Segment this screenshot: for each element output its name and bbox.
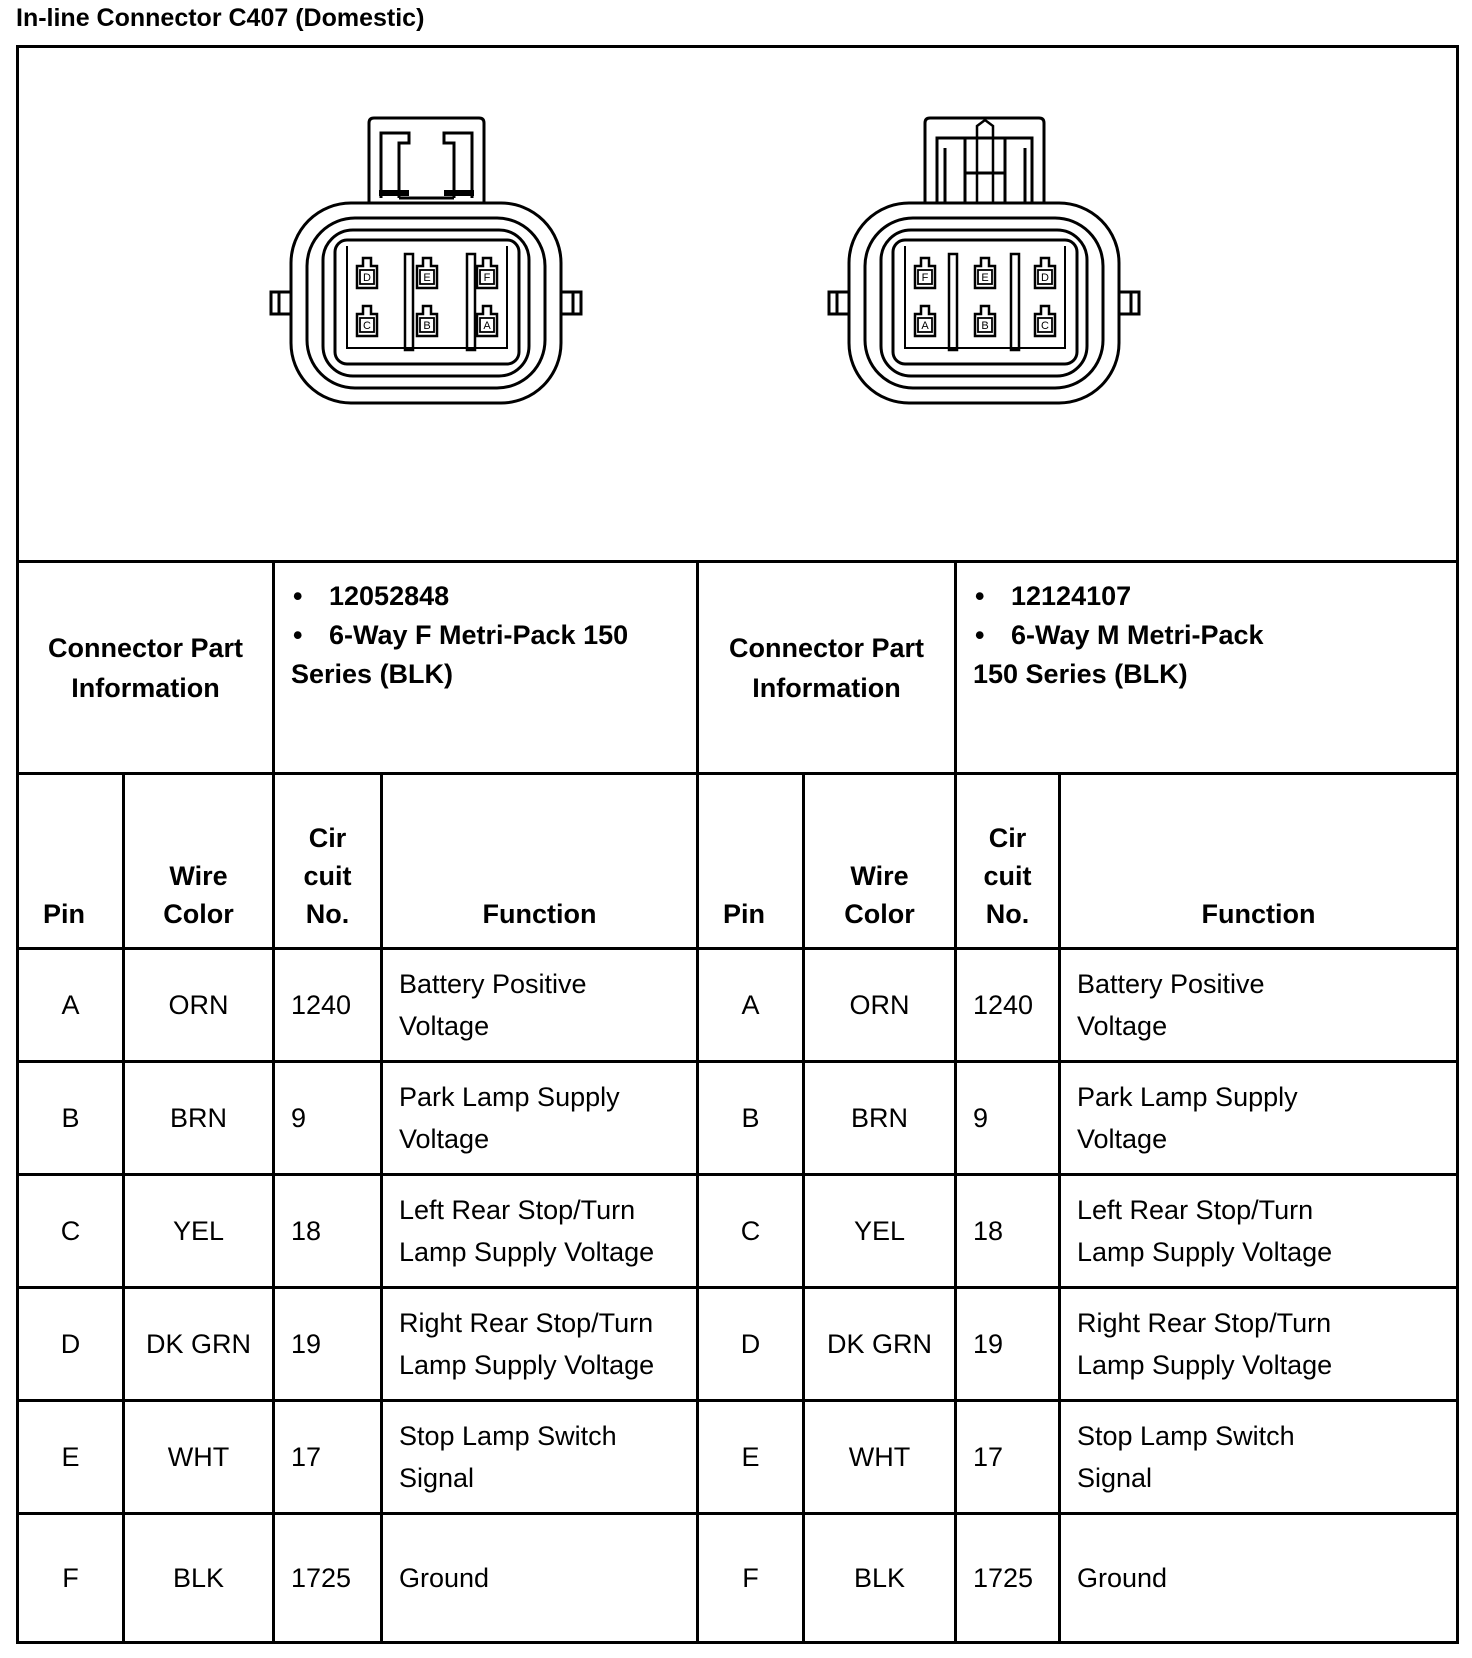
circuit-number-cell: 17 bbox=[275, 1402, 383, 1515]
pin-label: C bbox=[363, 320, 371, 332]
pin-cell: F bbox=[19, 1515, 125, 1641]
pin-cell: E bbox=[19, 1402, 125, 1515]
circuit-number-cell: 9 bbox=[275, 1063, 383, 1176]
circuit-number-cell: 1240 bbox=[275, 950, 383, 1063]
function-cell: Right Rear Stop/Turn Lamp Supply Voltage bbox=[1061, 1289, 1456, 1402]
wire-color-cell: DK GRN bbox=[125, 1289, 275, 1402]
wire-color-cell: BRN bbox=[805, 1063, 957, 1176]
function-cell: Ground bbox=[383, 1515, 699, 1641]
male-connector-drawing bbox=[817, 108, 1147, 408]
circuit-number-cell: 17 bbox=[957, 1402, 1061, 1515]
circuit-number-cell: 9 bbox=[957, 1063, 1061, 1176]
pin-label: A bbox=[483, 320, 491, 332]
pin-label: E bbox=[981, 272, 989, 284]
wire-color-cell: ORN bbox=[125, 950, 275, 1063]
pin-cell: A bbox=[19, 950, 125, 1063]
function-cell: Battery Positive Voltage bbox=[383, 950, 699, 1063]
wire-color-cell: BRN bbox=[125, 1063, 275, 1176]
part-description-cont: Series (BLK) bbox=[291, 659, 454, 689]
wire-color-cell: WHT bbox=[805, 1402, 957, 1515]
wire-color-cell: BLK bbox=[125, 1515, 275, 1641]
wire-color-cell: ORN bbox=[805, 950, 957, 1063]
wire-color-cell: YEL bbox=[805, 1176, 957, 1289]
part-info-left bbox=[275, 563, 699, 775]
pin-cell: C bbox=[699, 1176, 805, 1289]
pin-label: C bbox=[1041, 320, 1049, 332]
function-cell: Ground bbox=[1077, 1563, 1168, 1593]
header-function: Function bbox=[1061, 775, 1456, 950]
wire-color-cell: DK GRN bbox=[805, 1289, 957, 1402]
circuit-number-cell: 19 bbox=[275, 1289, 383, 1402]
pin-cell: B bbox=[19, 1063, 125, 1176]
circuit-number-cell: 18 bbox=[275, 1176, 383, 1289]
header-pin: Pin bbox=[699, 775, 805, 950]
pin-label: F bbox=[483, 272, 491, 284]
part-info-label-left: Connector Part Information bbox=[19, 563, 275, 775]
connector-table bbox=[16, 45, 1459, 1644]
part-number: • 12124107 bbox=[973, 577, 1456, 616]
circuit-number-cell: 19 bbox=[957, 1289, 1061, 1402]
pin-cell: D bbox=[699, 1289, 805, 1402]
header-function: Function bbox=[383, 775, 699, 950]
circuit-number-cell: 1725 bbox=[957, 1515, 1061, 1641]
header-circuit: Cir cuit No. bbox=[275, 775, 383, 950]
header-wire-color: Wire Color bbox=[125, 775, 275, 950]
pin-label: F bbox=[921, 272, 929, 284]
function-cell: Stop Lamp Switch Signal bbox=[383, 1402, 699, 1515]
wire-color-cell: WHT bbox=[125, 1402, 275, 1515]
circuit-number-cell: 1240 bbox=[957, 950, 1061, 1063]
function-cell: Left Rear Stop/Turn Lamp Supply Voltage bbox=[383, 1176, 699, 1289]
pin-cell: B bbox=[699, 1063, 805, 1176]
connector-diagrams bbox=[19, 48, 1456, 563]
pin-cell: C bbox=[19, 1176, 125, 1289]
circuit-number-cell: 1725 bbox=[275, 1515, 383, 1641]
header-circuit: Cir cuit No. bbox=[957, 775, 1061, 950]
part-description: • 6-Way M Metri-Pack bbox=[973, 616, 1456, 655]
part-description: • 6-Way F Metri-Pack 150 bbox=[291, 616, 696, 655]
function-cell: Left Rear Stop/Turn Lamp Supply Voltage bbox=[1061, 1176, 1456, 1289]
function-cell: Park Lamp Supply Voltage bbox=[383, 1063, 699, 1176]
header-wire-color: Wire Color bbox=[805, 775, 957, 950]
pin-label: E bbox=[423, 272, 431, 284]
function-cell: Battery Positive Voltage bbox=[1061, 950, 1456, 1063]
page-title: In-line Connector C407 (Domestic) bbox=[16, 4, 425, 32]
wire-color-cell: BLK bbox=[805, 1515, 957, 1641]
header-pin: Pin bbox=[19, 775, 125, 950]
function-cell: Stop Lamp Switch Signal bbox=[1061, 1402, 1456, 1515]
pin-cell: F bbox=[699, 1515, 805, 1641]
pin-label: B bbox=[981, 320, 989, 332]
circuit-number-cell: 18 bbox=[957, 1176, 1061, 1289]
pin-cell: D bbox=[19, 1289, 125, 1402]
pin-label: D bbox=[1041, 272, 1049, 284]
pin-cell: E bbox=[699, 1402, 805, 1515]
part-info-label-right: Connector Part Information bbox=[699, 563, 957, 775]
function-cell: Park Lamp Supply Voltage bbox=[1061, 1063, 1456, 1176]
pin-cell: A bbox=[699, 950, 805, 1063]
wire-color-cell: YEL bbox=[125, 1176, 275, 1289]
pin-label: A bbox=[921, 320, 929, 332]
part-description-cont: 150 Series (BLK) bbox=[973, 659, 1188, 689]
pin-label: D bbox=[363, 272, 371, 284]
pin-label: B bbox=[423, 320, 431, 332]
function-cell: Right Rear Stop/Turn Lamp Supply Voltage bbox=[383, 1289, 699, 1402]
part-info-right bbox=[957, 563, 1456, 775]
part-number: • 12052848 bbox=[291, 577, 696, 616]
female-connector-drawing bbox=[259, 108, 589, 408]
